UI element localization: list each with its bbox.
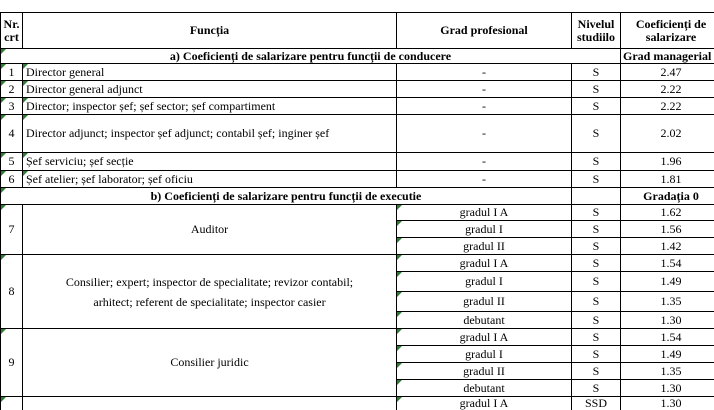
row-coef[interactable] (621, 238, 714, 255)
row-studii[interactable] (572, 397, 621, 410)
row-coef[interactable] (621, 272, 714, 292)
row-studii-text: S (592, 64, 600, 79)
row-studii[interactable] (572, 115, 621, 153)
row-nr-text: 6 (8, 171, 15, 186)
group-functia-line1: Consilier; expert; inspector de specialitate; revizor contabil; (65, 274, 354, 289)
group-functia[interactable] (23, 205, 397, 255)
row-functia-text: Șef atelier; șef laborator; șef oficiu (26, 171, 193, 186)
row-coef-text: 1.35 (660, 363, 682, 378)
row-grad[interactable] (397, 115, 572, 153)
row-studii[interactable] (572, 64, 621, 81)
row-grad-text: - (482, 126, 486, 140)
header-nivel-line2: studiilo (576, 29, 615, 44)
row-nr[interactable] (0, 171, 23, 188)
row-studii[interactable] (572, 312, 621, 329)
row-nr[interactable] (0, 81, 23, 98)
row-grad[interactable] (397, 64, 572, 81)
row-nr[interactable] (0, 98, 23, 115)
row-studii-text: S (592, 205, 600, 219)
group-functia[interactable] (23, 329, 397, 397)
row-grad[interactable] (397, 292, 572, 312)
row-coef-text: 1.42 (660, 238, 682, 253)
row-coef-text: 1.30 (660, 312, 682, 327)
row-coef[interactable] (621, 81, 714, 98)
row-studii[interactable] (572, 153, 621, 171)
row-nr-text: 1 (8, 64, 15, 79)
row-functia[interactable] (23, 397, 397, 410)
row-functia[interactable] (23, 171, 397, 188)
row-coef[interactable] (621, 153, 714, 171)
group-nr[interactable] (0, 205, 23, 255)
row-studii[interactable] (572, 292, 621, 312)
section-b-title-text: b) Coeficienți de salarizare pentru funcții de executie (150, 188, 422, 203)
row-grad[interactable] (397, 98, 572, 115)
row-studii-text: S (592, 126, 600, 140)
row-coef-text: 1.56 (660, 221, 682, 236)
header-functia-label: Funcția (189, 23, 230, 37)
row-coef[interactable] (621, 98, 714, 115)
row-grad-text: - (482, 64, 486, 79)
row-studii-text: S (592, 363, 600, 378)
row-coef-text: 1.96 (660, 154, 682, 168)
section-a-title[interactable] (0, 49, 621, 64)
row-grad-text: gradul I (465, 274, 503, 288)
header-coeficienti[interactable] (621, 12, 714, 49)
header-nr: Nr. (3, 16, 20, 31)
row-coef[interactable] (621, 171, 714, 188)
row-studii-text: S (592, 255, 600, 270)
row-grad-text: - (482, 81, 486, 96)
row-grad-text: gradul I A (459, 205, 509, 219)
header-grad-profesional[interactable] (397, 12, 572, 49)
row-grad-text: gradul II (463, 238, 505, 253)
row-grad[interactable] (397, 346, 572, 363)
row-coef-text: 1.54 (660, 255, 682, 270)
section-a-title-text: a) Coeficienți de salarizare pentru funcții de conducere (169, 49, 452, 63)
row-studii-text: S (592, 238, 600, 253)
row-studii[interactable] (572, 205, 621, 221)
row-grad[interactable] (397, 397, 572, 410)
section-b-col-label[interactable] (621, 188, 714, 205)
header-grad-label: Grad profesional (440, 23, 528, 37)
group-functia-line1: Consilier juridic (170, 355, 249, 369)
header-nivel-line1: Nivelul (577, 16, 615, 31)
row-studii-text: S (592, 294, 600, 308)
row-grad[interactable] (397, 153, 572, 171)
row-coef-text: 1.30 (660, 397, 682, 410)
header-coef-line1: Coeficienți de (635, 16, 707, 31)
row-coef-text: 1.49 (660, 274, 682, 288)
row-studii-text: S (592, 312, 600, 327)
row-studii[interactable] (572, 363, 621, 380)
row-studii-text: S (592, 154, 600, 168)
row-nr-text: 4 (8, 126, 15, 140)
row-grad[interactable] (397, 171, 572, 188)
row-studii[interactable] (572, 255, 621, 272)
row-studii[interactable] (572, 171, 621, 188)
row-coef-text: 1.49 (660, 346, 682, 361)
row-coef[interactable] (621, 221, 714, 238)
group-functia-line2: arhitect; referent de specialitate; inspector casier (93, 294, 326, 309)
header-nivelul-studiilor[interactable] (572, 12, 621, 49)
row-grad-text: gradul I A (459, 329, 509, 344)
row-grad[interactable] (397, 81, 572, 98)
row-coef-text: 2.22 (660, 81, 682, 96)
row-grad[interactable] (397, 272, 572, 292)
row-studii-text: S (592, 274, 600, 288)
row-grad[interactable] (397, 255, 572, 272)
row-coef-text: 2.47 (660, 64, 682, 79)
row-studii[interactable] (572, 81, 621, 98)
gradatia-label: Gradația 0 (643, 188, 699, 203)
row-coef[interactable] (621, 397, 714, 410)
row-coef[interactable] (621, 312, 714, 329)
row-coef[interactable] (621, 363, 714, 380)
row-coef-text: 1.81 (660, 171, 682, 186)
row-grad-text: debutant (463, 380, 505, 395)
group-functia-line1: Auditor (190, 222, 229, 236)
row-studii-text: S (592, 329, 600, 344)
row-grad[interactable] (397, 363, 572, 380)
grad-managerial-label: Grad managerial (623, 49, 712, 63)
row-grad-text: - (482, 154, 486, 168)
group-nr-text: 8 (8, 284, 15, 298)
row-functia[interactable] (23, 115, 397, 153)
row-grad[interactable] (397, 329, 572, 346)
row-functia-text: Director general adjunct (26, 81, 143, 96)
row-coef[interactable] (621, 255, 714, 272)
section-a-col-label[interactable] (621, 49, 714, 64)
row-grad[interactable] (397, 312, 572, 329)
row-coef[interactable] (621, 115, 714, 153)
row-grad-text: gradul II (463, 294, 505, 308)
row-grad-text: gradul I A (459, 397, 509, 410)
row-studii-text: S (592, 171, 600, 186)
row-grad-text: gradul I (465, 221, 503, 236)
row-grad[interactable] (397, 205, 572, 221)
row-functia[interactable] (23, 153, 397, 171)
section-b-blank[interactable] (572, 188, 621, 205)
row-studii-text: S (592, 221, 600, 236)
row-grad[interactable] (397, 238, 572, 255)
row-coef-text: 1.30 (660, 380, 682, 395)
row-studii-text: S (592, 346, 600, 361)
row-nr[interactable] (0, 153, 23, 171)
row-studii[interactable] (572, 272, 621, 292)
header-nr-crt[interactable] (0, 12, 23, 49)
group-nr-text: 9 (8, 355, 15, 369)
group-nr[interactable] (0, 255, 23, 329)
row-grad[interactable] (397, 380, 572, 397)
row-nr[interactable] (0, 64, 23, 81)
row-grad[interactable] (397, 221, 572, 238)
group-nr[interactable] (0, 329, 23, 397)
row-nr-text: 5 (8, 154, 15, 168)
row-grad-text: gradul I (465, 346, 503, 361)
row-studii[interactable] (572, 98, 621, 115)
row-coef[interactable] (621, 64, 714, 81)
row-studii-text: S (592, 81, 600, 96)
row-studii[interactable] (572, 380, 621, 397)
row-studii-text: S (592, 98, 600, 113)
group-functia[interactable] (23, 255, 397, 329)
row-coef[interactable] (621, 205, 714, 221)
row-grad-text: - (482, 98, 486, 113)
row-coef-text: 1.35 (660, 294, 682, 308)
row-nr[interactable] (0, 115, 23, 153)
row-studii[interactable] (572, 329, 621, 346)
row-functia-text: Director; inspector șef; șef sector; șef compartiment (26, 98, 276, 113)
row-functia-text: Șef serviciu; șef secție (26, 154, 134, 168)
header-crt: crt (4, 29, 19, 44)
row-nr-text: 3 (8, 98, 15, 113)
row-coef[interactable] (621, 380, 714, 397)
row-nr-text: 2 (8, 81, 15, 96)
row-coef[interactable] (621, 292, 714, 312)
header-coef-line2: salarizare (645, 29, 697, 44)
row-nr[interactable] (0, 397, 23, 410)
row-grad-text: - (482, 171, 486, 186)
row-coef[interactable] (621, 346, 714, 363)
row-grad-text: gradul II (463, 363, 505, 378)
row-functia-text: Director adjunct; inspector șef adjunct; contabil șef; inginer șef (26, 126, 330, 140)
row-grad-text: debutant (463, 312, 505, 327)
row-coef-text: 2.02 (660, 126, 682, 140)
row-coef-text: 1.54 (660, 329, 682, 344)
section-b-title[interactable] (0, 188, 572, 205)
row-functia-text: Director general (26, 64, 105, 79)
row-studii-text: SSD (584, 397, 607, 410)
row-coef-text: 1.62 (660, 205, 682, 219)
row-functia[interactable] (23, 81, 397, 98)
row-grad-text: gradul I A (459, 255, 509, 270)
row-studii[interactable] (572, 221, 621, 238)
row-functia[interactable] (23, 98, 397, 115)
group-nr-text: 7 (8, 222, 15, 236)
row-studii[interactable] (572, 346, 621, 363)
row-coef-text: 2.22 (660, 98, 682, 113)
row-functia[interactable] (23, 64, 397, 81)
header-functia[interactable] (23, 12, 397, 49)
row-studii[interactable] (572, 238, 621, 255)
row-studii-text: S (592, 380, 600, 395)
row-coef[interactable] (621, 329, 714, 346)
